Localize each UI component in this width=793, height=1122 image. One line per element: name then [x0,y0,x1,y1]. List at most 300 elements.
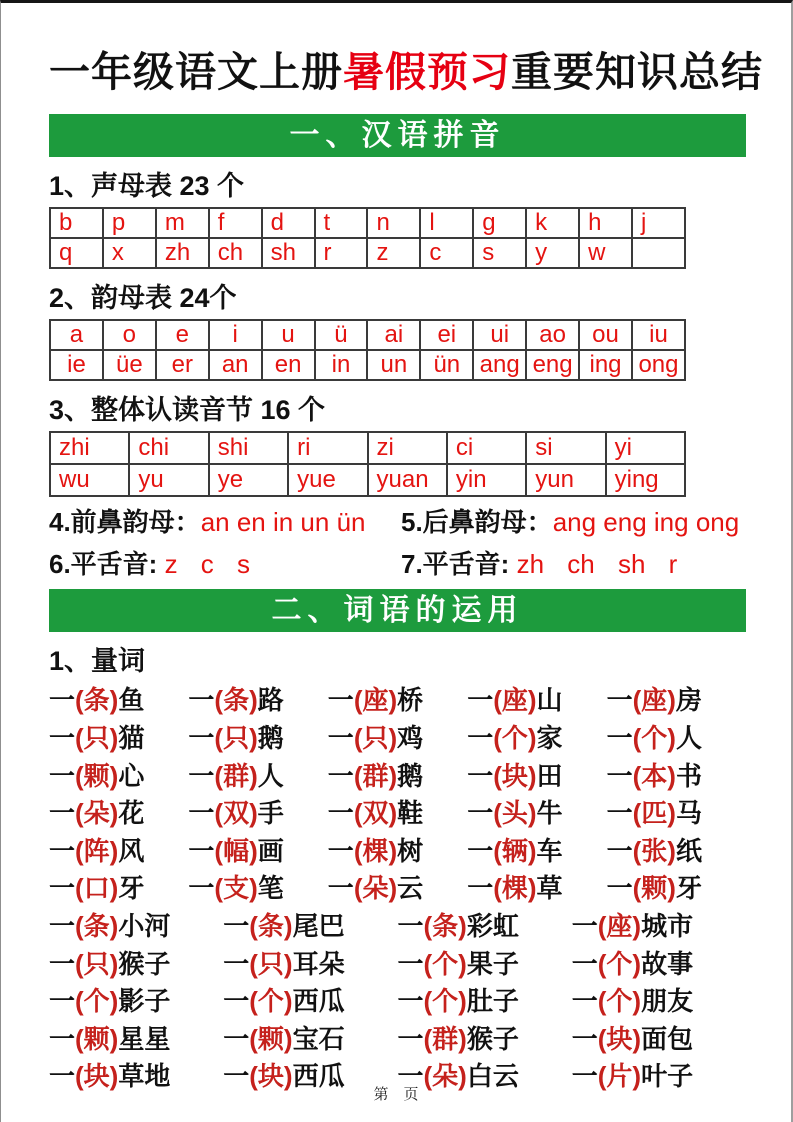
noun: 肚子 [466,986,519,1017]
initials-table [49,207,686,269]
pinyin-cell: an [209,350,262,380]
noun: 鸡 [397,722,424,753]
measure-word-item [188,758,327,796]
numeral-one: 一 [327,760,354,791]
measure-word-item [398,946,572,984]
measure-word: (只) [249,948,293,979]
noun: 纸 [675,835,702,866]
measure-word: (颗) [75,1023,119,1054]
noun: 西瓜 [292,986,345,1017]
noun: 牙 [118,873,145,904]
note-back-nasal [401,505,739,539]
pinyin-cell [632,238,685,268]
noun: 星星 [118,1023,171,1054]
numeral-one: 一 [49,873,76,904]
pinyin-cell: ui [473,320,526,350]
measure-word: (匹) [632,798,676,829]
measure-word-item [572,946,746,984]
measure-word-item [223,983,397,1021]
measure-word-item [49,833,188,871]
measure-word: (条) [423,910,467,941]
noun: 猴子 [118,948,171,979]
title-prefix: 一年级语文上册 [49,49,343,95]
pinyin-cell: un [367,350,420,380]
numeral-one: 一 [327,685,354,716]
pinyin-cell: chi [129,432,208,464]
noun: 田 [536,760,563,791]
measure-word-row [49,908,746,946]
pinyin-cell: ri [288,432,367,464]
measure-word-row [49,682,746,720]
measure-word: (条) [75,685,119,716]
noun: 书 [675,760,702,791]
numeral-one: 一 [571,1061,598,1092]
noun: 人 [675,722,702,753]
measure-word: (口) [75,873,119,904]
measure-word: (只) [75,948,119,979]
measure-word-item [328,758,467,796]
measure-word: (朵) [423,1061,467,1092]
measure-word: (只) [214,722,258,753]
measure-word: (座) [493,685,537,716]
noun: 风 [118,835,145,866]
measure-word-item [49,870,188,908]
measure-word-item [467,833,606,871]
pinyin-cell: er [156,350,209,380]
finals-table [49,319,686,381]
numeral-one: 一 [49,722,76,753]
numeral-one: 一 [188,722,215,753]
pinyin-cell: m [156,208,209,238]
pinyin-cell: x [103,238,156,268]
pinyin-cell: b [50,208,103,238]
noun: 人 [257,760,284,791]
measure-word-item [188,682,327,720]
pinyin-cell: ing [579,350,632,380]
measure-word-item [188,720,327,758]
pinyin-cell: t [315,208,368,238]
pinyin-cell: zi [368,432,447,464]
noun: 山 [536,685,563,716]
numeral-one: 一 [49,910,76,941]
pinyin-cell: yu [129,464,208,496]
note-value: ang eng ing ong [552,507,740,538]
measure-word-item [49,908,223,946]
measure-word-row [49,870,746,908]
measure-words-heading: 1、量词 [49,646,146,677]
noun: 笔 [257,873,284,904]
pinyin-cell: yi [606,432,685,464]
noun: 果子 [466,948,519,979]
noun: 鱼 [118,685,145,716]
pinyin-cell: ch [209,238,262,268]
noun: 耳朵 [292,948,345,979]
numeral-one: 一 [606,685,633,716]
measure-word-item [49,720,188,758]
numeral-one: 一 [327,798,354,829]
measure-word: (只) [353,722,398,753]
pinyin-cell: ao [526,320,579,350]
numeral-one: 一 [606,760,633,791]
noun: 叶子 [641,1061,694,1092]
numeral-one: 一 [397,1023,424,1054]
noun: 影子 [118,986,171,1017]
noun: 小河 [118,910,171,941]
numeral-one: 一 [397,986,424,1017]
measure-word: (群) [423,1023,467,1054]
syllables-heading: 3、整体认读音节 16 个 [49,395,326,426]
measure-word-item [328,833,467,871]
pinyin-cell: s [473,238,526,268]
noun: 牙 [675,873,702,904]
measure-word-item [467,758,606,796]
measure-word: (个) [597,948,642,979]
pinyin-cell: n [367,208,420,238]
numeral-one: 一 [606,722,633,753]
measure-word-item [328,682,467,720]
noun: 草 [536,873,563,904]
measure-word: (座) [632,685,676,716]
pinyin-cell: d [262,208,315,238]
pinyin-cell: ai [367,320,420,350]
measure-word-item [49,758,188,796]
noun: 猴子 [466,1023,519,1054]
measure-word-item [572,983,746,1021]
numeral-one: 一 [223,910,250,941]
numeral-one: 一 [188,760,215,791]
measure-word-item [49,682,188,720]
measure-word-item [223,1021,397,1059]
pinyin-cell: zh [156,238,209,268]
title-highlight: 暑假预习 [343,49,511,95]
noun: 牛 [536,798,563,829]
numeral-one: 一 [571,1023,598,1054]
noun: 城市 [641,910,694,941]
numeral-one: 一 [606,798,633,829]
measure-word-item [607,720,746,758]
numeral-one: 一 [606,835,633,866]
measure-word: (块) [597,1023,642,1054]
measure-word-row [49,983,746,1021]
measure-word-item [398,983,572,1021]
noun: 马 [675,798,702,829]
pinyin-cell: ie [50,350,103,380]
noun: 桥 [397,685,424,716]
pinyin-cell: ong [632,350,685,380]
noun: 西瓜 [292,1061,345,1092]
measure-word-row [49,758,746,796]
measure-word: (朵) [75,798,119,829]
pinyin-cell: ei [420,320,473,350]
measure-word-row [49,946,746,984]
measure-word-item [223,908,397,946]
numeral-one: 一 [49,835,76,866]
noun: 心 [118,760,145,791]
measure-word: (幅) [214,835,258,866]
measure-word-item [467,682,606,720]
measure-word: (个) [493,722,537,753]
pinyin-cell: i [209,320,262,350]
measure-word-item [607,833,746,871]
noun: 面包 [641,1023,694,1054]
measure-word: (个) [597,986,642,1017]
noun: 彩虹 [466,910,519,941]
pinyin-cell: w [579,238,632,268]
measure-word: (双) [353,798,398,829]
numeral-one: 一 [188,798,215,829]
noun: 白云 [466,1061,519,1092]
pinyin-table-row [50,320,685,350]
numeral-one: 一 [49,798,76,829]
measure-word: (颗) [249,1023,293,1054]
measure-word: (个) [423,986,467,1017]
section-banner-words: 二、词语的运用 [49,589,746,632]
numeral-one: 一 [571,986,598,1017]
numeral-one: 一 [327,835,354,866]
noun: 家 [536,722,563,753]
measure-word-row [49,795,746,833]
measure-word-item [188,833,327,871]
pinyin-cell: y [526,238,579,268]
measure-word-item [223,946,397,984]
measure-word: (个) [75,986,119,1017]
pinyin-cell: o [103,320,156,350]
note-label: 7.平舌音: [401,549,510,580]
note-value: zh ch sh r [516,549,678,580]
note-front-nasal [49,505,401,539]
note-curled-tongue [401,547,677,581]
measure-word-item [49,795,188,833]
pinyin-cell: ü [315,320,368,350]
pinyin-cell: k [526,208,579,238]
measure-word-item [188,870,327,908]
noun: 路 [257,685,284,716]
pinyin-cell: sh [262,238,315,268]
measure-word: (片) [597,1061,642,1092]
measure-words-list [49,682,746,1096]
note-label: 4.前鼻韵母： [49,507,201,538]
noun: 树 [397,835,424,866]
pinyin-cell: f [209,208,262,238]
measure-word: (个) [632,722,676,753]
pinyin-cell: wu [50,464,129,496]
noun: 鹅 [257,722,284,753]
measure-word-item [607,795,746,833]
finals-heading: 2、韵母表 24个 [49,283,237,314]
pinyin-cell: in [315,350,368,380]
pinyin-cell: c [420,238,473,268]
pinyin-table-row [50,464,685,496]
measure-word: (辆) [493,835,537,866]
measure-word-item [398,908,572,946]
pinyin-cell: ang [473,350,526,380]
measure-word-item [572,1021,746,1059]
note-label: 5.后鼻韵母： [401,507,553,538]
pinyin-cell: si [526,432,605,464]
measure-word-item [607,870,746,908]
numeral-one: 一 [49,1061,76,1092]
pinyin-table-row [50,432,685,464]
numeral-one: 一 [467,798,494,829]
numeral-one: 一 [467,685,494,716]
note-flat-tongue [49,547,401,581]
noun: 故事 [641,948,694,979]
numeral-one: 一 [467,722,494,753]
measure-word-item [328,720,467,758]
pinyin-cell: en [262,350,315,380]
note-value: an en in un ün [200,507,366,538]
measure-word-row [49,720,746,758]
measure-word: (个) [423,948,467,979]
noun: 猫 [118,722,145,753]
page-footer: 第 页 [373,1086,419,1103]
numeral-one: 一 [606,873,633,904]
pinyin-cell: ün [420,350,473,380]
numeral-one: 一 [397,948,424,979]
pinyin-cell: z [367,238,420,268]
measure-word: (群) [353,760,398,791]
pinyin-cell: eng [526,350,579,380]
pinyin-cell: yuan [368,464,447,496]
notes-line-1 [49,505,743,539]
pinyin-cell: u [262,320,315,350]
numeral-one: 一 [188,835,215,866]
measure-word: (座) [353,685,398,716]
pinyin-table-row [50,208,685,238]
numeral-one: 一 [49,760,76,791]
syllables-table [49,431,686,497]
numeral-one: 一 [571,910,598,941]
measure-word-row [49,833,746,871]
measure-word-item [49,983,223,1021]
pinyin-cell: g [473,208,526,238]
numeral-one: 一 [467,760,494,791]
measure-word-item [328,795,467,833]
pinyin-cell: iu [632,320,685,350]
initials-heading: 1、声母表 23 个 [49,171,245,202]
pinyin-cell: ci [447,432,526,464]
measure-word: (支) [214,873,258,904]
note-label: 6.平舌音: [49,549,158,580]
measure-word: (双) [214,798,258,829]
numeral-one: 一 [397,1061,424,1092]
numeral-one: 一 [188,873,215,904]
numeral-one: 一 [571,948,598,979]
numeral-one: 一 [397,910,424,941]
measure-word: (棵) [493,873,537,904]
pinyin-table-row [50,238,685,268]
noun: 宝石 [292,1023,345,1054]
numeral-one: 一 [327,722,354,753]
section-banner-pinyin: 一、汉语拼音 [49,114,746,157]
measure-word-item [328,870,467,908]
measure-word: (块) [493,760,537,791]
pinyin-cell: l [420,208,473,238]
noun: 手 [257,798,284,829]
measure-word-row [49,1021,746,1059]
pinyin-cell: a [50,320,103,350]
numeral-one: 一 [223,1023,250,1054]
measure-word-item [607,682,746,720]
noun: 云 [397,873,424,904]
noun: 鹅 [397,760,424,791]
numeral-one: 一 [49,685,76,716]
noun: 车 [536,835,563,866]
measure-word: (颗) [75,760,119,791]
pinyin-cell: ying [606,464,685,496]
noun: 房 [675,685,702,716]
pinyin-cell: ou [579,320,632,350]
measure-word: (条) [75,910,119,941]
measure-word: (条) [214,685,258,716]
pinyin-cell: ye [209,464,288,496]
measure-word: (棵) [353,835,398,866]
noun: 尾巴 [292,910,345,941]
pinyin-cell: h [579,208,632,238]
measure-word-item [572,908,746,946]
measure-word: (颗) [632,873,676,904]
notes-line-2 [49,547,743,581]
numeral-one: 一 [327,873,354,904]
numeral-one: 一 [467,835,494,866]
page-title [49,45,763,100]
measure-word: (块) [249,1061,293,1092]
measure-word: (座) [597,910,642,941]
pinyin-cell: yue [288,464,367,496]
title-suffix: 重要知识总结 [511,49,763,95]
measure-word: (朵) [353,873,398,904]
measure-word-item [49,1021,223,1059]
note-value: z c s [164,549,251,580]
measure-word: (只) [75,722,119,753]
measure-word: (本) [632,760,676,791]
pinyin-cell: p [103,208,156,238]
measure-word: (头) [493,798,537,829]
measure-word-item [49,946,223,984]
numeral-one: 一 [188,685,215,716]
pinyin-cell: yun [526,464,605,496]
pinyin-cell: zhi [50,432,129,464]
measure-word: (个) [249,986,293,1017]
measure-word-item [188,795,327,833]
noun: 鞋 [397,798,424,829]
measure-word-item [467,870,606,908]
pinyin-cell: q [50,238,103,268]
numeral-one: 一 [223,986,250,1017]
pinyin-cell: shi [209,432,288,464]
measure-word-item [607,758,746,796]
measure-word-item [467,795,606,833]
noun: 朋友 [641,986,694,1017]
numeral-one: 一 [223,1061,250,1092]
numeral-one: 一 [49,1023,76,1054]
measure-word: (群) [214,760,258,791]
pinyin-cell: üe [103,350,156,380]
numeral-one: 一 [49,986,76,1017]
pinyin-cell: r [315,238,368,268]
measure-word-item [398,1021,572,1059]
pinyin-cell: j [632,208,685,238]
pinyin-cell: e [156,320,209,350]
numeral-one: 一 [223,948,250,979]
page-content [1,45,791,1096]
numeral-one: 一 [49,948,76,979]
noun: 画 [257,835,284,866]
measure-word: (张) [632,835,676,866]
numeral-one: 一 [467,873,494,904]
noun: 花 [118,798,145,829]
pinyin-cell: yin [447,464,526,496]
